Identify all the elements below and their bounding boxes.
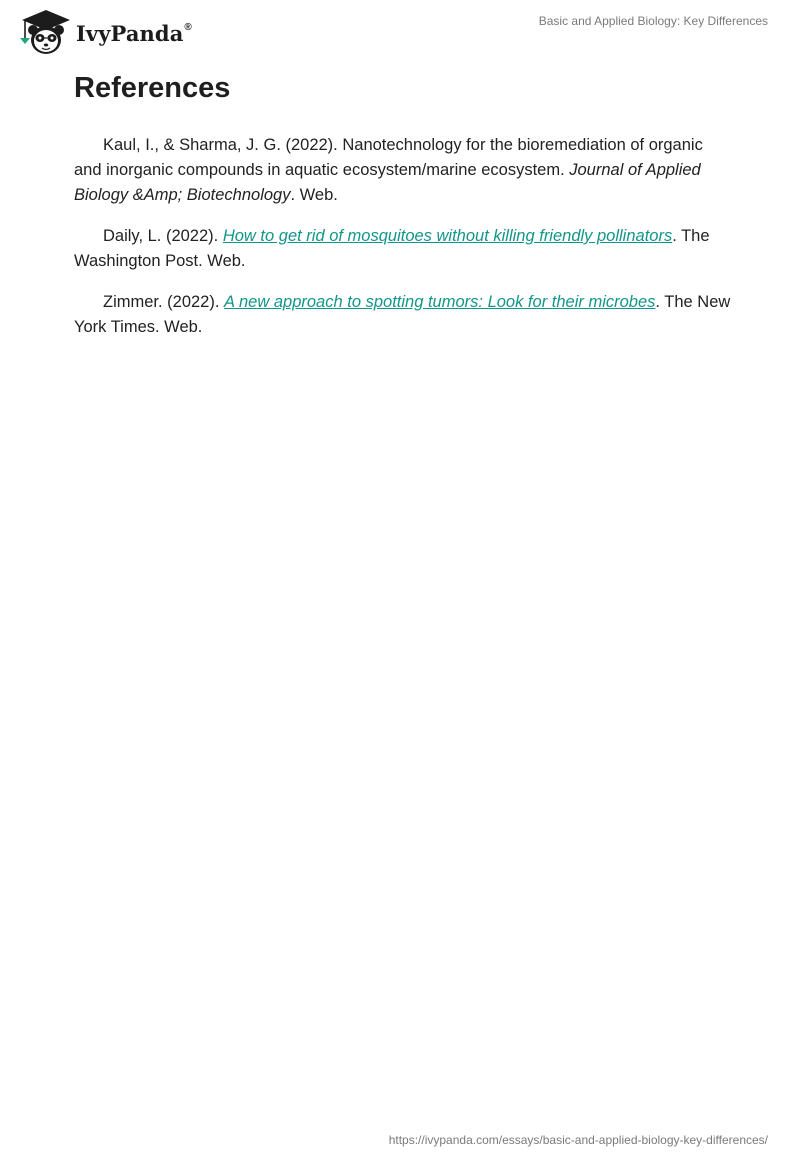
- panda-graduate-icon: [16, 8, 74, 56]
- registered-mark: ®: [184, 21, 192, 33]
- reference-text: . Web.: [290, 186, 338, 204]
- footer-url: https://ivypanda.com/essays/basic-and-applied-biology-key-differences/: [388, 1133, 768, 1147]
- reference-text: . The New York Times. Web.: [74, 293, 731, 336]
- reference-text: Daily, L. (2022).: [103, 227, 223, 245]
- reference-item: [74, 224, 734, 274]
- brand-name: IvyPanda®: [76, 20, 192, 46]
- reference-text: Kaul, I., & Sharma, J. G. (2022). Nanotechnology for the bioremediation of organic and inorganic compounds in aquatic ecosystem/marine ecosystem.: [74, 136, 703, 179]
- page-title: References: [74, 72, 231, 104]
- reference-list: [74, 133, 734, 356]
- reference-text: . The Washington Post. Web.: [74, 227, 710, 270]
- brand-logo[interactable]: [16, 8, 192, 56]
- reference-text: Zimmer. (2022).: [103, 293, 225, 311]
- reference-link[interactable]: A new approach to spotting tumors: Look for their microbes: [224, 293, 656, 311]
- reference-item: [74, 133, 734, 208]
- reference-link[interactable]: How to get rid of mosquitoes without killing friendly pollinators: [222, 227, 673, 245]
- reference-item: [74, 290, 734, 340]
- running-head: Basic and Applied Biology: Key Differences: [538, 14, 768, 28]
- reference-journal-title: Journal of Applied Biology &Amp; Biotechnology: [74, 161, 701, 204]
